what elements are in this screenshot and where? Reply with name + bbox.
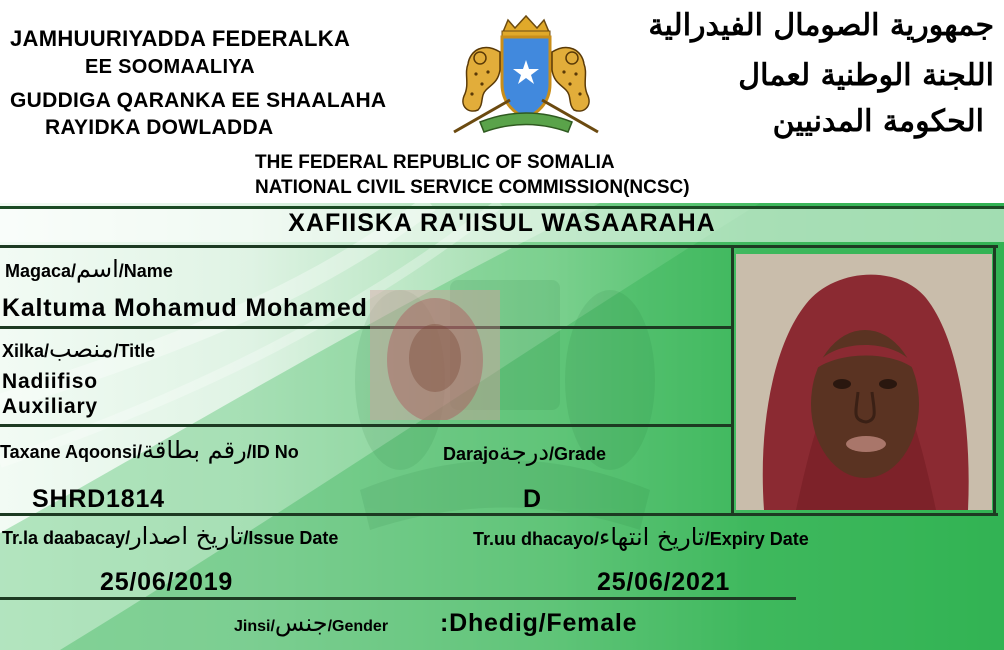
title-label [2,335,155,363]
gender-label-en: /Gender [327,618,389,635]
issue-label-ar: تاريخ اصدار [130,522,244,550]
office-title: XAFIISKA RA'IISUL WASAARAHA [288,209,716,237]
id-label-so: Taxane Aqoonsi/ [0,442,143,462]
name-value: Kaltuma Mohamud Mohamed [2,294,368,322]
header-left-line2: EE SOOMAALIYA [85,56,255,78]
header-left-line1: JAMHUURIYADDA FEDERALKA [10,26,351,51]
divider-line [0,424,734,427]
divider-line [0,597,796,600]
ghost-photo [370,290,500,420]
grade-value: D [523,485,542,513]
title-label-so: Xilka/ [2,341,50,361]
expiry-date-value: 25/06/2021 [597,568,731,596]
gender-value: :Dhedig/Female [440,609,638,637]
title-label-ar: منصب [49,335,114,363]
issue-date-value: 25/06/2019 [100,568,234,596]
grade-label [443,438,606,466]
expiry-date-label [473,523,809,551]
holder-photo [736,254,992,510]
grade-label-ar: درجة [499,438,550,466]
header-right-line2: اللجنة الوطنية لعمال [738,58,994,93]
title-value-line1: Nadiifiso [2,370,98,393]
header-right-line3: الحكومة المدنيين [772,104,984,139]
title-value-line2: Auxiliary [2,395,98,418]
subheading-line1: THE FEDERAL REPUBLIC OF SOMALIA [255,152,615,173]
issue-label-en: /Issue Date [243,528,339,548]
issue-label-so: Tr.la daabacay/ [2,528,131,548]
divider-line [0,245,998,248]
id-label-ar: رقم بطاقة [142,436,247,464]
name-label-so: Magaca/ [5,261,77,281]
expiry-label-ar: تاريخ انتهاء [599,523,705,551]
issue-date-label [2,522,338,550]
somalia-coat-of-arms-icon [440,12,612,140]
id-label-en: /ID No [246,442,299,462]
id-value: SHRD1814 [32,485,165,513]
header-left-line3: GUDDIGA QARANKA EE SHAALAHA [10,89,387,112]
gender-label [234,609,388,637]
grade-label-so: Darajo [443,444,500,464]
name-label-ar: اسم [76,255,119,283]
name-label-en: /Name [118,261,173,281]
header-right-line1: جمهورية الصومال الفيدرالية [648,8,994,43]
divider-line [993,245,996,515]
id-label [0,436,299,464]
divider-line [0,326,734,329]
grade-label-en: /Grade [549,444,607,464]
title-label-en: /Title [113,341,156,361]
gender-label-so: Jinsi/ [234,618,275,635]
header-left-line4: RAYIDKA DOWLADDA [45,116,274,139]
expiry-label-so: Tr.uu dhacayo/ [473,529,600,549]
subheading-line2: NATIONAL CIVIL SERVICE COMMISSION(NCSC) [255,177,690,198]
expiry-label-en: /Expiry Date [704,529,809,549]
name-label [5,255,173,283]
divider-line [731,245,734,515]
gender-label-ar: جنس [274,609,328,637]
